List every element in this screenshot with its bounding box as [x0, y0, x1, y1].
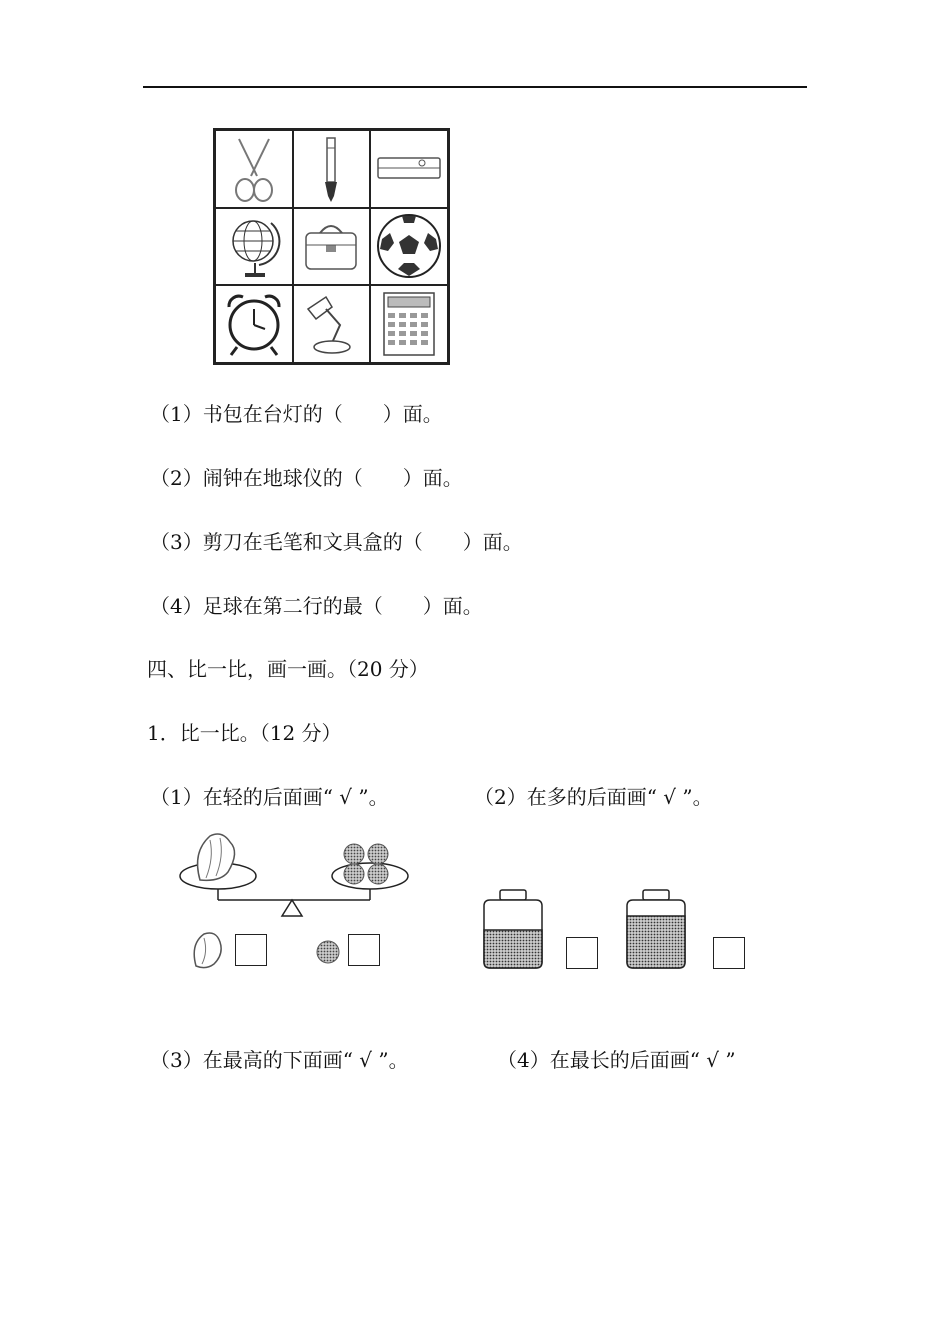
answer-box-berry[interactable] — [348, 934, 380, 966]
grid-cell-schoolbag — [293, 208, 371, 286]
part-1-heading: 1．比一比。（12 分） — [147, 721, 342, 745]
object-grid — [213, 128, 450, 365]
question-4: （4）足球在第二行的最（ ）面。 — [150, 594, 483, 618]
soccer-ball-icon — [374, 211, 444, 281]
answer-box-cabbage[interactable] — [235, 934, 267, 966]
grid-cell-pencil-case — [370, 130, 448, 208]
grid-cell-scissors — [215, 130, 293, 208]
balance-scale-figure — [170, 822, 420, 922]
question-3: （3）剪刀在毛笔和文具盒的（ ）面。 — [150, 530, 523, 554]
grid-cell-desk-lamp — [293, 285, 371, 363]
question-2: （2）闹钟在地球仪的（ ）面。 — [150, 466, 463, 490]
grid-cell-calculator — [370, 285, 448, 363]
question-1: （1）书包在台灯的（ ）面。 — [150, 402, 443, 426]
sub-question-4: （4）在最长的后面画“ √ ” — [497, 1048, 736, 1072]
berry-small-icon — [314, 938, 342, 966]
scissors-icon — [219, 134, 289, 204]
grid-cell-soccer-ball — [370, 208, 448, 286]
schoolbag-icon — [296, 211, 366, 281]
answer-box-jar-left[interactable] — [566, 937, 598, 969]
header-rule — [143, 86, 807, 88]
pencil-case-icon — [374, 134, 444, 204]
section-4-heading: 四、比一比，画一画。（20 分） — [147, 657, 429, 681]
jar-left-icon — [480, 888, 546, 970]
desk-lamp-icon — [296, 289, 366, 359]
grid-cell-alarm-clock — [215, 285, 293, 363]
alarm-clock-icon — [219, 289, 289, 359]
grid-cell-globe — [215, 208, 293, 286]
sub-question-2: （2）在多的后面画“ √ ”。 — [474, 785, 713, 809]
brush-icon — [296, 134, 366, 204]
sub-question-1: （1）在轻的后面画“ √ ”。 — [150, 785, 389, 809]
globe-icon — [219, 211, 289, 281]
answer-box-jar-right[interactable] — [713, 937, 745, 969]
cabbage-small-icon — [188, 928, 230, 970]
calculator-icon — [374, 289, 444, 359]
sub-question-3: （3）在最高的下面画“ √ ”。 — [150, 1048, 409, 1072]
jar-right-icon — [623, 888, 689, 970]
grid-cell-brush — [293, 130, 371, 208]
